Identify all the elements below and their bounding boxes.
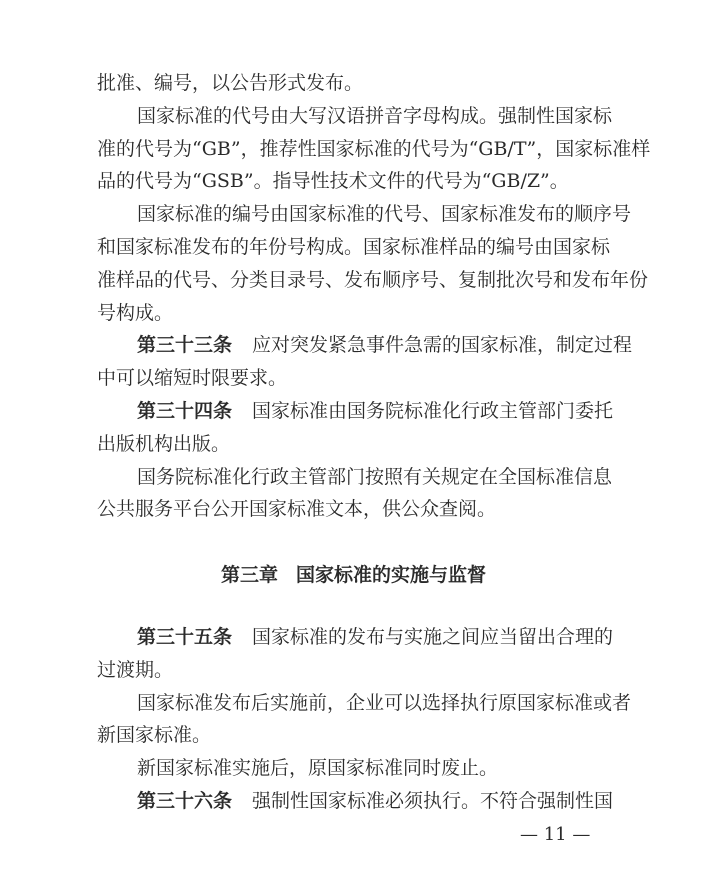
text-line	[97, 495, 608, 523]
text-line	[97, 299, 608, 327]
line-text: 出版机构出版。	[97, 432, 231, 455]
text-line	[97, 69, 608, 97]
article-number: 第三十四条	[137, 400, 233, 422]
line-text: 批准、编号，以公告形式发布。	[97, 72, 364, 94]
line-text: 公共服务平台公开国家标准文本，供公众查阅。	[97, 498, 497, 521]
line-text: 国家标准由国务院标准化行政主管部门委托	[252, 400, 614, 422]
text-line	[97, 266, 649, 294]
line-text: 过渡期。	[97, 658, 174, 681]
line-text: 强制性国家标准必须执行。不符合强制性国	[252, 790, 614, 812]
text-line	[97, 135, 651, 163]
text-line	[97, 787, 614, 815]
text-line	[97, 721, 608, 749]
line-text: 应对突发紧急事件急需的国家标准，制定过程	[252, 334, 633, 357]
text-line	[97, 623, 614, 651]
text-line	[97, 167, 608, 195]
line-text: 号构成。	[97, 301, 174, 324]
chapter-title: 国家标准的实施与监督	[296, 564, 487, 586]
line-text: 国家标准发布后实施前，企业可以选择执行原国家标准或者	[137, 691, 632, 714]
line-text: 新国家标准实施后，原国家标准同时废止。	[137, 757, 499, 780]
line-text: 国家标准的编号由国家标准的代号、国家标准发布的顺序号	[137, 203, 632, 226]
line-text: 中可以缩短时限要求。	[97, 367, 288, 390]
chapter-number: 第三章	[220, 564, 278, 586]
text-line	[97, 200, 632, 228]
article-number: 第三十三条	[137, 334, 233, 357]
chapter-heading	[0, 560, 707, 587]
text-line	[97, 233, 611, 261]
line-text: 准的代号为“GB”，推荐性国家标准的代号为“GB/T”，国家标准样	[97, 137, 651, 160]
page-number: — 11 —	[520, 824, 591, 845]
text-line	[97, 689, 632, 717]
article-number: 第三十五条	[137, 626, 233, 648]
text-line	[97, 331, 633, 359]
text-line	[97, 754, 608, 782]
text-line	[97, 397, 614, 425]
line-text: 新国家标准。	[97, 724, 212, 747]
line-text: 品的代号为“GSB”。指导性技术文件的代号为“GB/Z”。	[97, 170, 569, 193]
line-text: 和国家标准发布的年份号构成。国家标准样品的编号由国家标	[97, 236, 611, 258]
line-text: 国务院标准化行政主管部门按照有关规定在全国标准信息	[137, 465, 613, 488]
text-line	[97, 102, 613, 130]
text-line	[97, 430, 608, 458]
line-text: 国家标准的发布与实施之间应当留出合理的	[252, 626, 614, 648]
text-line	[97, 656, 608, 684]
text-line	[97, 463, 613, 491]
article-number: 第三十六条	[137, 790, 233, 812]
line-text: 准样品的代号、分类目录号、发布顺序号、复制批次号和发布年份	[97, 268, 649, 291]
line-text: 国家标准的代号由大写汉语拼音字母构成。强制性国家标	[137, 104, 613, 127]
text-line	[97, 364, 608, 392]
